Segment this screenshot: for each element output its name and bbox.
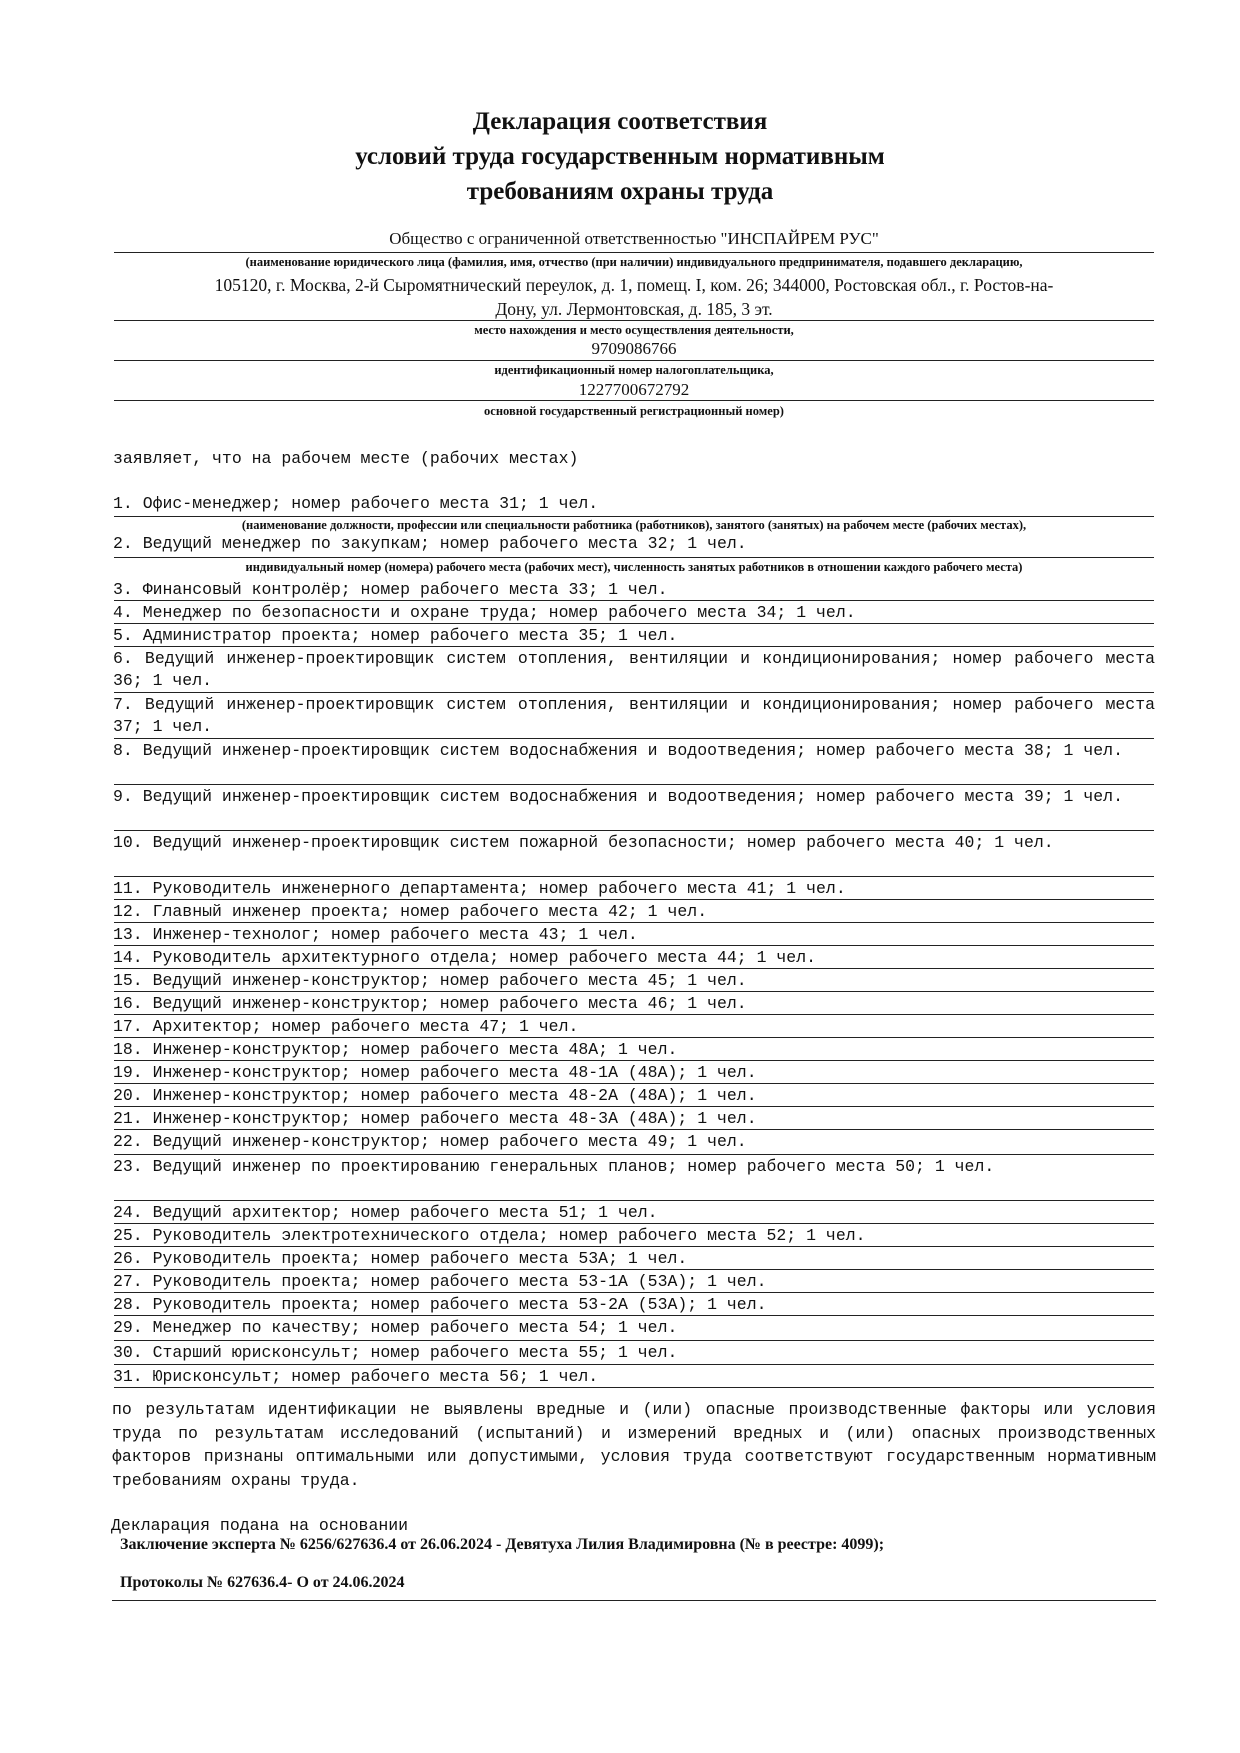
workplace-item: 16. Ведущий инженер-конструктор; номер рабочего места 46; 1 чел. bbox=[113, 994, 747, 1013]
conclusion-text: по результатам идентификации не выявлены вредные и (или) опасные производственные факторы или условия труда по результатам исследований (испытаний) и измерений вредных и (или) опасных производственных факторов признаны оптимальными или допустимыми, условия труда соответствуют государственным нормативным требованиям охраны труда. bbox=[112, 1400, 1156, 1490]
workplace-item: 15. Ведущий инженер-конструктор; номер рабочего места 45; 1 чел. bbox=[113, 971, 747, 990]
address-line-2: Дону, ул. Лермонтовская, д. 185, 3 эт. bbox=[495, 299, 773, 319]
workplace-item: 31. Юрисконсульт; номер рабочего места 56; 1 чел. bbox=[113, 1367, 599, 1386]
title-line-3: требованиям охраны труда bbox=[466, 178, 774, 205]
underline bbox=[114, 922, 1154, 923]
ogrn-value: 1227700672792 bbox=[578, 380, 690, 399]
workplace-item: 11. Руководитель инженерного департамента; номер рабочего места 41; 1 чел. bbox=[113, 879, 846, 898]
underline bbox=[114, 738, 1154, 739]
address-line-1: 105120, г. Москва, 2-й Сыромятнический переулок, д. 1, помещ. I, ком. 26; 344000, Ростовская обл., г. Ростов-на- bbox=[214, 275, 1054, 295]
underline bbox=[112, 1600, 1156, 1601]
workplace-item: 30. Старший юрисконсульт; номер рабочего места 55; 1 чел. bbox=[113, 1343, 678, 1362]
underline bbox=[114, 320, 1154, 321]
workplace-item: 29. Менеджер по качеству; номер рабочего места 54; 1 чел. bbox=[113, 1318, 678, 1337]
expert-conclusion: Заключение эксперта № 6256/627636.4 от 26.06.2024 - Девятуха Лилия Владимировна (№ в реестре: 4099); bbox=[120, 1536, 885, 1553]
workplace-item: 1. Офис-менеджер; номер рабочего места 31; 1 чел. bbox=[113, 494, 599, 513]
workplace-item: 2. Ведущий менеджер по закупкам; номер рабочего места 32; 1 чел. bbox=[113, 534, 747, 553]
workplace-item: 6. Ведущий инженер-проектировщик систем отопления, вентиляции и кондиционирования; номер рабочего места 36; 1 чел. bbox=[113, 649, 1155, 690]
underline bbox=[114, 1037, 1154, 1038]
underline bbox=[114, 899, 1154, 900]
underline bbox=[114, 1387, 1154, 1388]
workplace-item: 7. Ведущий инженер-проектировщик систем отопления, вентиляции и кондиционирования; номер рабочего места 37; 1 чел. bbox=[113, 695, 1155, 736]
workplace-item: 25. Руководитель электротехнического отдела; номер рабочего места 52; 1 чел. bbox=[113, 1226, 866, 1245]
address-caption: место нахождения и место осуществления деятельности, bbox=[474, 323, 794, 337]
underline bbox=[114, 646, 1154, 647]
workplace-item: 12. Главный инженер проекта; номер рабочего места 42; 1 чел. bbox=[113, 902, 708, 921]
underline bbox=[114, 1315, 1154, 1316]
workplace-item: 21. Инженер-конструктор; номер рабочего места 48-3А (48А); 1 чел. bbox=[113, 1109, 757, 1128]
workplace-item: 18. Инженер-конструктор; номер рабочего места 48А; 1 чел. bbox=[113, 1040, 678, 1059]
underline bbox=[114, 1340, 1154, 1341]
inn-value: 9709086766 bbox=[591, 339, 677, 358]
workplace-item: 27. Руководитель проекта; номер рабочего места 53-1А (53А); 1 чел. bbox=[113, 1272, 767, 1291]
underline bbox=[114, 1246, 1154, 1247]
underline bbox=[114, 830, 1154, 831]
workplace-item: 22. Ведущий инженер-конструктор; номер рабочего места 49; 1 чел. bbox=[113, 1132, 747, 1151]
underline bbox=[114, 516, 1154, 517]
workplace-item: 14. Руководитель архитектурного отдела; номер рабочего места 44; 1 чел. bbox=[113, 948, 817, 967]
basis-title: Декларация подана на основании bbox=[111, 1516, 409, 1535]
underline bbox=[114, 557, 1154, 558]
inn-caption: идентификационный номер налогоплательщика, bbox=[494, 363, 774, 377]
underline bbox=[114, 623, 1154, 624]
workplace-item: 5. Администратор проекта; номер рабочего места 35; 1 чел. bbox=[113, 626, 678, 645]
underline bbox=[114, 1060, 1154, 1061]
underline bbox=[114, 1292, 1154, 1293]
workplace-caption-2: индивидуальный номер (номера) рабочего места (рабочих мест), численность занятых работников в отношении каждого рабочего места) bbox=[245, 560, 1023, 574]
workplace-caption-1: (наименование должности, профессии или специальности работника (работников), занятого (занятых) на рабочем месте (рабочих местах), bbox=[241, 518, 1027, 532]
document-title bbox=[0, 104, 1240, 209]
underline bbox=[114, 692, 1154, 693]
workplace-item: 8. Ведущий инженер-проектировщик систем водоснабжения и водоотведения; номер рабочего места 38; 1 чел. bbox=[113, 741, 1123, 760]
workplace-item: 28. Руководитель проекта; номер рабочего места 53-2А (53А); 1 чел. bbox=[113, 1295, 767, 1314]
protocols: Протоколы № 627636.4- О от 24.06.2024 bbox=[120, 1574, 405, 1591]
underline bbox=[114, 1200, 1154, 1201]
workplace-item: 23. Ведущий инженер по проектированию генеральных планов; номер рабочего места 50; 1 чел. bbox=[113, 1157, 995, 1176]
underline bbox=[114, 1106, 1154, 1107]
intro-statement: заявляет, что на рабочем месте (рабочих местах) bbox=[113, 449, 579, 468]
underline bbox=[114, 360, 1154, 361]
underline bbox=[114, 400, 1154, 401]
underline bbox=[114, 1269, 1154, 1270]
organization-name: Общество с ограниченной ответственностью "ИНСПАЙРЕМ РУС" bbox=[389, 229, 879, 248]
organization-name-caption: (наименование юридического лица (фамилия, имя, отчество (при наличии) индивидуального предпринимателя, подавшего декларацию, bbox=[245, 255, 1023, 269]
workplace-item: 19. Инженер-конструктор; номер рабочего места 48-1А (48А); 1 чел. bbox=[113, 1063, 757, 1082]
title-line-2: условий труда государственным нормативным bbox=[355, 143, 885, 170]
workplace-item: 17. Архитектор; номер рабочего места 47; 1 чел. bbox=[113, 1017, 579, 1036]
underline bbox=[114, 1014, 1154, 1015]
workplace-item: 10. Ведущий инженер-проектировщик систем пожарной безопасности; номер рабочего места 40; 1 чел. bbox=[113, 833, 1054, 852]
underline bbox=[114, 784, 1154, 785]
organization-address bbox=[114, 273, 1154, 321]
underline bbox=[114, 1129, 1154, 1130]
underline bbox=[114, 991, 1154, 992]
title-line-1: Декларация соответствия bbox=[472, 108, 768, 135]
workplace-item: 20. Инженер-конструктор; номер рабочего места 48-2А (48А); 1 чел. bbox=[113, 1086, 757, 1105]
workplace-item: 4. Менеджер по безопасности и охране труда; номер рабочего места 34; 1 чел. bbox=[113, 603, 856, 622]
underline bbox=[114, 1083, 1154, 1084]
underline bbox=[114, 1364, 1154, 1365]
underline bbox=[114, 252, 1154, 253]
ogrn-caption: основной государственный регистрационный номер) bbox=[484, 404, 784, 418]
workplace-item: 9. Ведущий инженер-проектировщик систем водоснабжения и водоотведения; номер рабочего места 39; 1 чел. bbox=[113, 787, 1123, 806]
workplace-item: 13. Инженер-технолог; номер рабочего места 43; 1 чел. bbox=[113, 925, 638, 944]
workplace-item: 3. Финансовый контролёр; номер рабочего места 33; 1 чел. bbox=[113, 580, 668, 599]
underline bbox=[114, 945, 1154, 946]
underline bbox=[114, 1223, 1154, 1224]
underline bbox=[114, 968, 1154, 969]
underline bbox=[114, 600, 1154, 601]
workplace-item: 24. Ведущий архитектор; номер рабочего места 51; 1 чел. bbox=[113, 1203, 658, 1222]
underline bbox=[114, 1154, 1154, 1155]
workplace-item: 26. Руководитель проекта; номер рабочего места 53А; 1 чел. bbox=[113, 1249, 688, 1268]
underline bbox=[114, 876, 1154, 877]
